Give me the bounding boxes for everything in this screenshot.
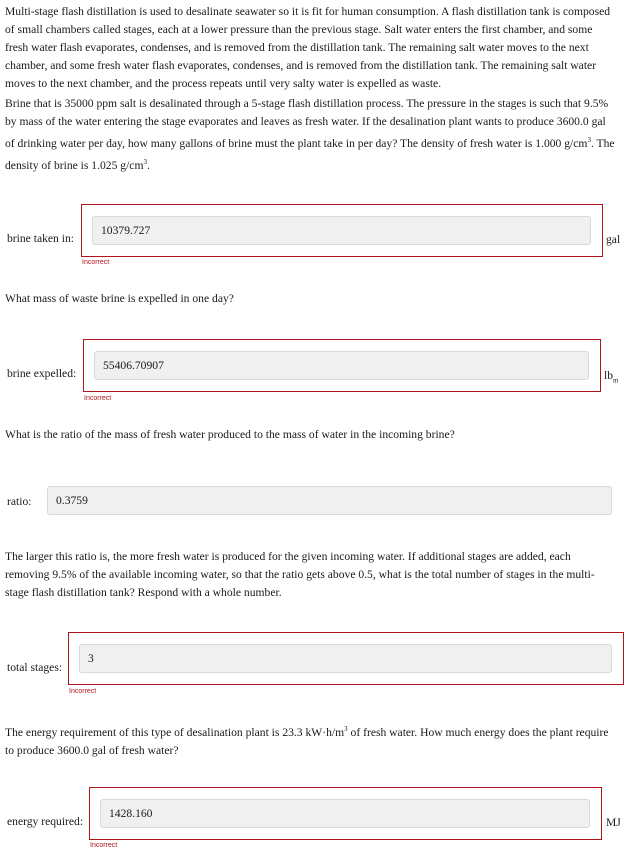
- total-stages-input[interactable]: [79, 644, 612, 673]
- brine-taken-in-input[interactable]: [92, 216, 591, 245]
- energy-required-status: Incorrect: [90, 842, 118, 849]
- ratio-label: ratio:: [7, 495, 32, 508]
- brine-expelled-input[interactable]: [94, 351, 589, 380]
- brine-expelled-status: Incorrect: [84, 395, 112, 402]
- energy-required-label: energy required:: [7, 815, 84, 828]
- superscript-3: 3: [587, 136, 591, 144]
- brine-taken-in-status: Incorrect: [82, 259, 110, 266]
- unit-subscript-m: m: [613, 376, 619, 385]
- question-brine-expelled: What mass of waste brine is expelled in one day?: [5, 292, 234, 305]
- question-energy-required: [5, 720, 617, 760]
- energy-required-unit: MJ: [606, 816, 621, 829]
- problem-text-3: .: [146, 158, 150, 172]
- brine-taken-in-label: brine taken in:: [7, 232, 74, 245]
- superscript-3: 3: [344, 725, 348, 733]
- energy-prompt-text-1: The energy requirement of this type of desalination plant is 23.3 kW·h/m: [5, 725, 345, 739]
- question-total-stages: The larger this ratio is, the more fresh water is produced for the given incoming water. If additional stages are added, each removing 9.5% of the available incoming water, so that the ratio gets above 0.5, what is the total number of stages in the multi-stage flash distillation tank? Respond with a whole number.: [5, 550, 595, 599]
- total-stages-label: total stages:: [7, 661, 63, 674]
- problem-statement: [5, 95, 617, 175]
- brine-expelled-label: brine expelled:: [7, 367, 77, 380]
- brine-expelled-unit: [604, 369, 618, 387]
- total-stages-status: Incorrect: [69, 688, 97, 695]
- problem-text-1: Brine that is 35000 ppm salt is desalinated through a 5-stage flash distillation process. The pressure in the stages is such that 9.5% by mass of the water entering the stage evaporates and leaves as fresh water. If the desalination plant wants to produce 3600.0 gal of drinking water per day, how many gallons of brine must the plant take in per day? The density of fresh water is 1.000 g/cm: [5, 97, 609, 150]
- problem-text-2: . The density of brine is 1.025 g/cm: [5, 136, 615, 172]
- ratio-input[interactable]: [47, 486, 612, 515]
- unit-lb: lb: [604, 369, 614, 382]
- brine-taken-in-unit: gal: [606, 233, 621, 246]
- superscript-3: 3: [143, 157, 147, 166]
- intro-paragraph: Multi-stage flash distillation is used to desalinate seawater so it is fit for human consumption. A flash distillation tank is composed of small chambers called stages, each at a lower pressure than the previous stage. Salt water enters the first chamber, and some fresh water flash evaporates, condenses, and is removed from the distillation tank. The remaining salt water moves to the next chamber, and some fresh water flash evaporates, condenses, and is removed from the distillation tank. The remaining salt water moves to the next chamber, and the process repeats until very salty water is expelled as waste.: [5, 5, 611, 90]
- energy-required-input[interactable]: [100, 799, 590, 828]
- question-ratio: What is the ratio of the mass of fresh water produced to the mass of water in the incoming brine?: [5, 428, 455, 441]
- energy-prompt-text-2: of fresh water. How much energy does the plant require to produce 3600.0 gal of fresh water?: [5, 725, 609, 757]
